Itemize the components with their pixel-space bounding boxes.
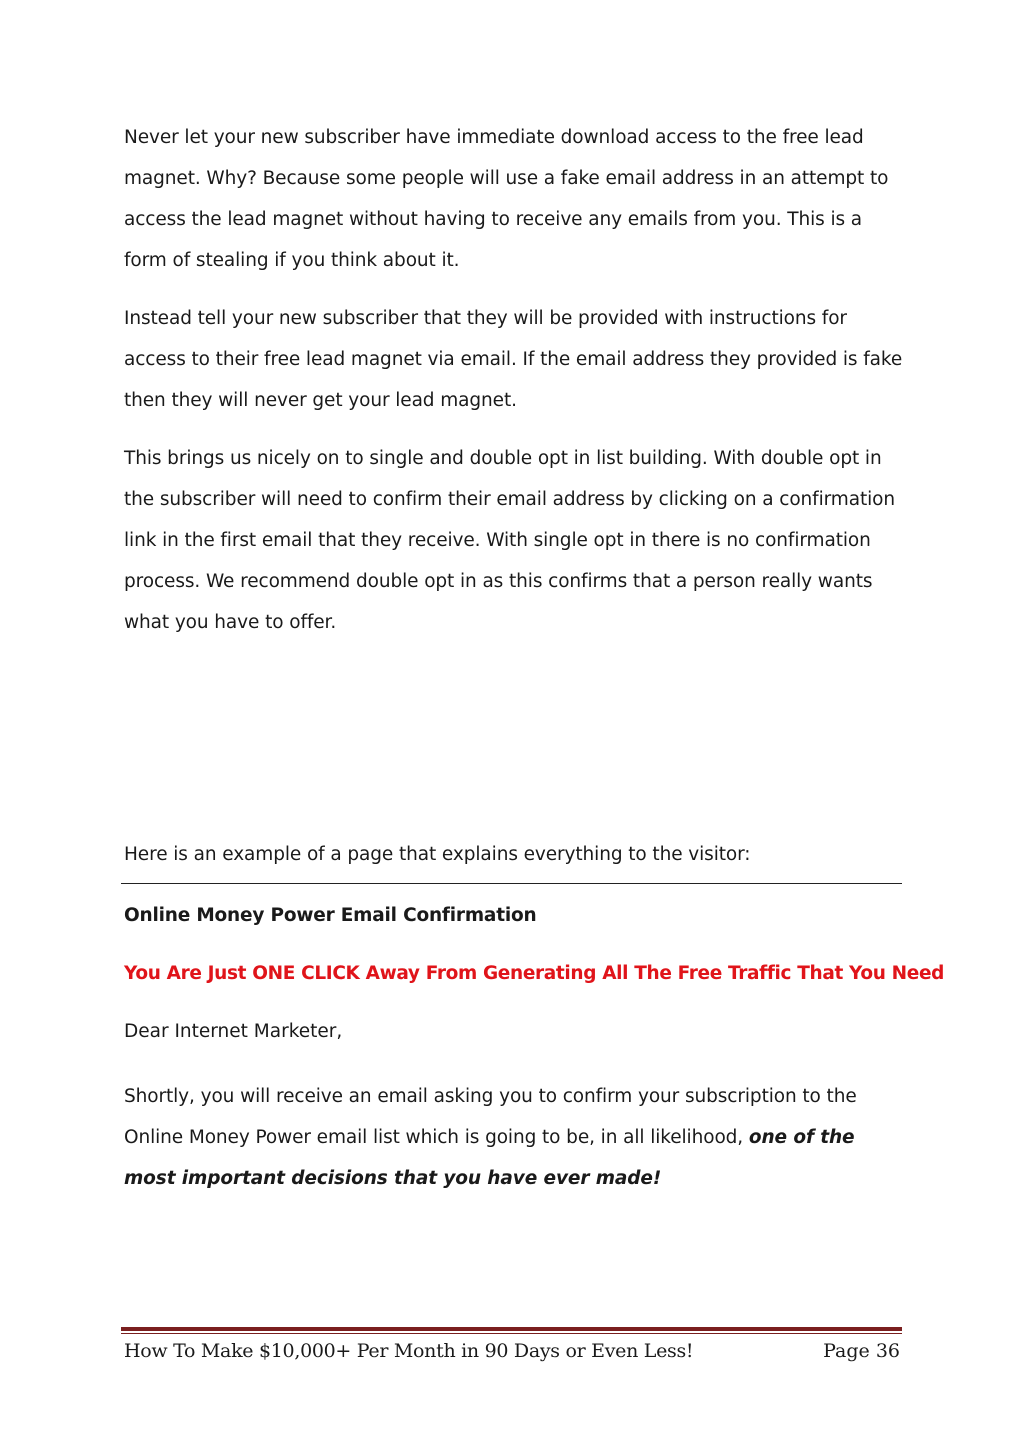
example-title: Online Money Power Email Confirmation: [124, 905, 537, 926]
body-paragraph-3: This brings us nicely on to single and double opt in list building. With double opt in the subscriber will need to confirm their email address by clicking on a confirmation link in the first email that they receive. With single opt in there is no confirmation process. We recommend double opt in as this confirms that a person really wants what you have to offer.: [124, 448, 895, 633]
footer-title: How To Make $10,000+ Per Month in 90 Days or Even Less!: [124, 1340, 694, 1362]
example-body-emphasis: one of the most important decisions that you have ever made!: [124, 1127, 855, 1189]
body-paragraph-2: Instead tell your new subscriber that they will be provided with instructions for access to their free lead magnet via email. If the email address they provided is fake then they will never get your lead magnet.: [124, 308, 903, 411]
example-divider: [121, 883, 902, 884]
footer-page-number: Page 36: [823, 1340, 900, 1362]
example-intro: Here is an example of a page that explains everything to the visitor:: [124, 844, 751, 865]
footer-rule-thin: [121, 1333, 902, 1334]
example-body-text: Shortly, you will receive an email asking you to confirm your subscription to the Online Money Power email list which is going to be, in all likelihood,: [124, 1086, 857, 1148]
example-headline: You Are Just ONE CLICK Away From Generating All The Free Traffic That You Need: [124, 963, 945, 984]
example-salutation: Dear Internet Marketer,: [124, 1021, 343, 1042]
example-body: [124, 1076, 904, 1199]
footer-rule: [121, 1327, 902, 1335]
body-paragraph-1: Never let your new subscriber have immediate download access to the free lead magnet. Why? Because some people will use a fake email address in an attempt to access the lead magnet without having to receive any emails from you. This is a form of stealing if you think about it.: [124, 127, 889, 271]
footer-rule-thick: [121, 1327, 902, 1331]
